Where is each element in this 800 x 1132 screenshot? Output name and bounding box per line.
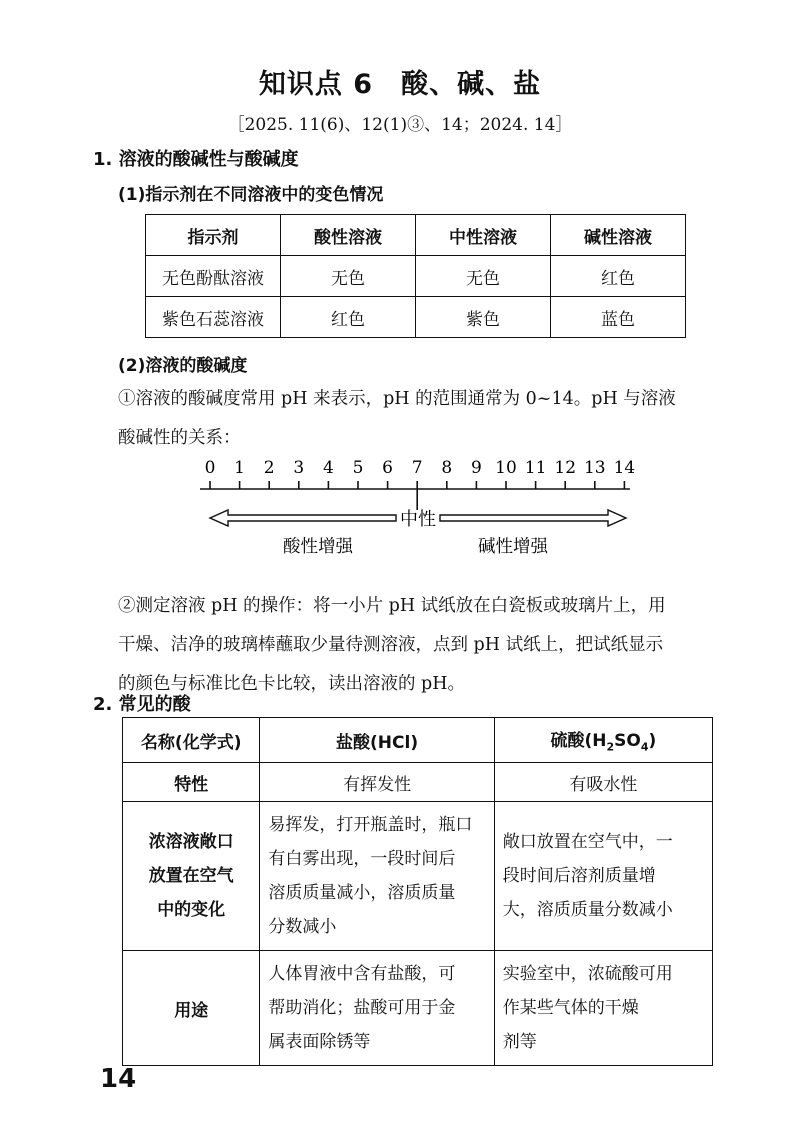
ph-tick-label: 11 [524, 458, 547, 478]
cell-line: 剂等 [502, 1032, 537, 1052]
table-header-cell: 名称(化学式) [123, 718, 260, 763]
base-label: 碱性增强 [478, 537, 548, 557]
paragraph-1-line-2: 酸碱性的关系： [118, 428, 241, 448]
page-title: 知识点 6 酸、碱、盐 [258, 69, 542, 100]
exam-references: ［2025. 11(6)、12(1)③、14；2024. 14］ [227, 115, 573, 135]
common-acids-table [122, 717, 713, 1066]
table-cell [260, 802, 494, 951]
table-cell: 红色 [281, 297, 416, 338]
table-header-cell: 碱性溶液 [551, 215, 686, 256]
h2so4-sub2: 4 [640, 740, 649, 754]
paragraph-2-line-2: 干燥、洁净的玻璃棒蘸取少量待测溶液，点到 pH 试纸上，把试纸显示 [118, 635, 664, 655]
table-row [123, 763, 713, 802]
h2so4-suffix: ) [648, 731, 657, 752]
ph-tick-label: 0 [204, 458, 216, 478]
h2so4-sub1: 2 [606, 740, 615, 754]
table-cell: 用途 [123, 951, 260, 1066]
table-row [123, 802, 713, 951]
ph-tick-label: 1 [234, 458, 246, 478]
page-number: 14 [100, 1064, 137, 1094]
base-arrow [440, 510, 626, 526]
table-cell [123, 802, 260, 951]
table-cell [494, 951, 712, 1066]
ph-tick-label: 10 [495, 458, 517, 478]
table-row [123, 718, 713, 763]
cell-line: 易挥发，打开瓶盖时，瓶口 [268, 815, 473, 835]
ph-tick-label: 2 [263, 458, 275, 478]
table-cell: 特性 [123, 763, 260, 802]
ph-tick-label: 8 [441, 458, 453, 478]
cell-line: 实验室中，浓硫酸可用 [502, 964, 673, 984]
section1-heading: 1. 溶液的酸碱性与酸碱度 [93, 149, 299, 170]
ph-tick-label: 3 [293, 458, 305, 478]
cell-line: 大，溶质质量分数减小 [502, 900, 673, 920]
ph-tick-label: 13 [583, 458, 606, 478]
cell-line: 人体胃液中含有盐酸，可 [268, 964, 456, 984]
table-header-cell: 酸性溶液 [281, 215, 416, 256]
table-row [146, 256, 686, 297]
label-line: 放置在空气 [148, 866, 234, 886]
cell-line: 属表面除锈等 [268, 1032, 371, 1052]
h2so4-prefix: 硫酸(H [550, 731, 607, 752]
h2so4-mid: SO [614, 731, 641, 752]
paragraph-2-line-1: ②测定溶液 pH 的操作：将一小片 pH 试纸放在白瓷板或玻璃片上，用 [118, 596, 666, 616]
section1-sub1: (1)指示剂在不同溶液中的变色情况 [118, 185, 384, 205]
table-cell: 无色酚酞溶液 [146, 256, 281, 297]
cell-line: 段时间后溶剂质量增 [502, 866, 656, 886]
acid-arrow [210, 510, 396, 526]
table-cell: 紫色 [416, 297, 551, 338]
table-header-cell: 指示剂 [146, 215, 281, 256]
indicator-table [145, 214, 686, 338]
ph-tick-label: 5 [352, 458, 364, 478]
h2so4-header [494, 718, 712, 763]
ph-tick-label: 12 [554, 458, 577, 478]
ph-tick-label: 6 [382, 458, 394, 478]
label-line: 浓溶液敞口 [148, 832, 234, 852]
paragraph-1-line-1: ①溶液的酸碱度常用 pH 来表示，pH 的范围通常为 0~14。pH 与溶液 [118, 389, 676, 409]
table-cell: 蓝色 [551, 297, 686, 338]
table-row [146, 297, 686, 338]
table-cell: 有挥发性 [260, 763, 494, 802]
cell-line: 帮助消化；盐酸可用于金 [268, 998, 456, 1018]
cell-line: 有白雾出现，一段时间后 [268, 849, 456, 869]
ph-tick-label: 14 [613, 458, 636, 478]
table-cell: 无色 [281, 256, 416, 297]
ph-scale-diagram [190, 452, 650, 562]
table-cell: 红色 [551, 256, 686, 297]
table-cell: 有吸水性 [494, 763, 712, 802]
table-cell [494, 802, 712, 951]
cell-line: 敞口放置在空气中，一 [502, 832, 673, 852]
label-line: 中的变化 [157, 900, 226, 920]
acid-label: 酸性增强 [283, 537, 353, 557]
ph-tick-label: 4 [322, 458, 334, 478]
section1-sub2: (2)溶液的酸碱度 [118, 356, 248, 376]
ph-tick-label: 9 [470, 458, 482, 478]
table-cell: 紫色石蕊溶液 [146, 297, 281, 338]
hcl-header: 盐酸(HCl) [260, 718, 494, 763]
table-cell: 无色 [416, 256, 551, 297]
ph-tick-label: 7 [411, 458, 423, 478]
cell-line: 作某些气体的干燥 [502, 998, 639, 1018]
table-header-cell: 中性溶液 [416, 215, 551, 256]
table-cell [260, 951, 494, 1066]
section2-heading: 2. 常见的酸 [93, 694, 191, 715]
paragraph-2-line-3: 的颜色与标准比色卡比较，读出溶液的 pH。 [118, 674, 466, 694]
neutral-label: 中性 [400, 509, 436, 530]
cell-line: 溶质质量减小，溶质质量 [268, 883, 456, 903]
cell-line: 分数减小 [268, 917, 337, 937]
table-row [123, 951, 713, 1066]
